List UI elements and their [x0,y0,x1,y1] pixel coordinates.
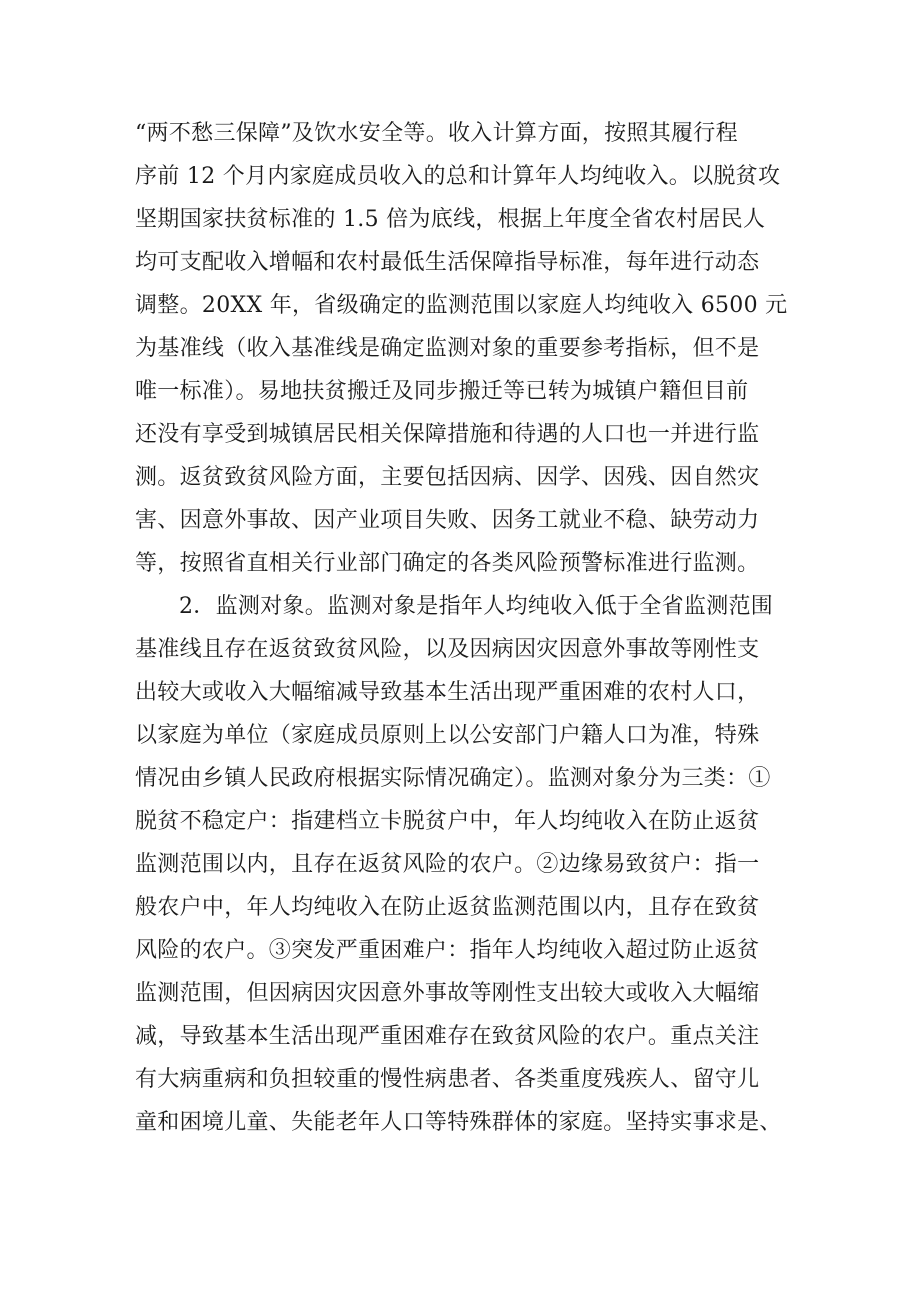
section-heading-line: 2．监测对象。监测对象是指年人均纯收入低于全省监测范围 [179,594,774,619]
text-line: “两不愁三保障”及饮水安全等。收入计算方面，按照其履行程 [135,121,738,146]
text-line: 害、因意外事故、因产业项目失败、因务工就业不稳、缺劳动力 [135,508,760,533]
text-line: 有大病重病和负担较重的慢性病患者、各类重度残疾人、留守儿 [135,1067,760,1092]
text-line: 唯一标准）。易地扶贫搬迁及同步搬迁等已转为城镇户籍但目前 [135,379,749,404]
text-line: 均可支配收入增幅和农村最低生活保障指导标准，每年进行动态 [135,250,760,275]
text-line: 为基准线（收入基准线是确定监测对象的重要参考指标，但不是 [135,336,760,361]
text-line: 监测范围以内，且存在返贫风险的农户。②边缘易致贫户：指一 [135,852,760,877]
text-line: 脱贫不稳定户：指建档立卡脱贫户中，年人均纯收入在防止返贫 [135,809,760,834]
body-text [135,112,795,1144]
text-line: 童和困境儿童、失能老年人口等特殊群体的家庭。坚持实事求是、 [135,1110,782,1135]
text-line: 坚期国家扶贫标准的 1.5 倍为底线，根据上年度全省农村居民人 [135,207,766,232]
text-line: 风险的农户。③突发严重困难户：指年人均纯收入超过防止返贫 [135,938,760,963]
text-line: 般农户中，年人均纯收入在防止返贫监测范围以内，且存在致贫 [135,895,760,920]
text-line: 等，按照省直相关行业部门确定的各类风险预警标准进行监测。 [135,551,760,576]
text-line: 调整。20XX 年，省级确定的监测范围以家庭人均纯收入 6500 元 [135,293,788,318]
text-line: 出较大或收入大幅缩减导致基本生活出现严重困难的农村人口， [135,680,760,705]
text-line: 减，导致基本生活出现严重困难存在致贫风险的农户。重点关注 [135,1024,760,1049]
text-line: 基准线且存在返贫致贫风险，以及因病因灾因意外事故等刚性支 [135,637,760,662]
text-line: 测。返贫致贫风险方面，主要包括因病、因学、因残、因自然灾 [135,465,760,490]
text-line: 监测范围，但因病因灾因意外事故等刚性支出较大或收入大幅缩 [135,981,760,1006]
text-line: 以家庭为单位（家庭成员原则上以公安部门户籍人口为准，特殊 [135,723,760,748]
text-line: 还没有享受到城镇居民相关保障措施和待遇的人口也一并进行监 [135,422,760,447]
text-line: 情况由乡镇人民政府根据实际情况确定）。监测对象分为三类：① [135,766,771,791]
text-line: 序前 12 个月内家庭成员收入的总和计算年人均纯收入。以脱贫攻 [135,164,781,189]
